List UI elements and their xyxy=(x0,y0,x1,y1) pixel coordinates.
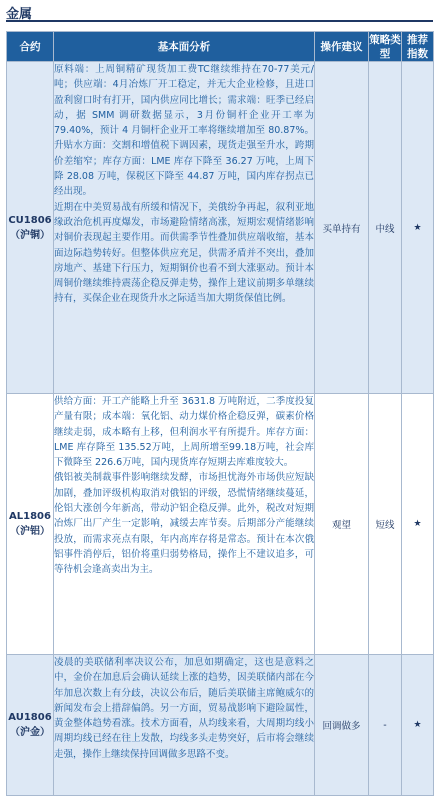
recommend-star-icon: ★ xyxy=(402,62,434,394)
recommend-star-icon: ★ xyxy=(402,394,434,655)
advice-cell: 回调做多 xyxy=(315,655,369,796)
header-strategy-type: 策略类型 xyxy=(369,33,401,60)
analysis-cell xyxy=(54,62,315,394)
contract-name: （沪金） xyxy=(10,727,50,738)
contract-cell xyxy=(7,655,54,796)
contract-code: CU1806 xyxy=(8,214,52,226)
advice-cell: 观望 xyxy=(315,394,369,655)
advice-cell: 买单持有 xyxy=(315,62,369,394)
contract-name: （沪铝） xyxy=(10,526,50,537)
recommend-star-icon: ★ xyxy=(402,655,434,796)
analysis-paragraph: 原料端：上周铜精矿现货加工费TC继续维持在70-77美元/吨；供应端：4月冶炼厂开工稳定，并无大企业检修，且进口盈利窗口时有打开，国内供应同比增长；需求端：旺季已经启动，据 SMM 调研数据显示，3月份铜杆企业开工率为 79.40%，预计 4 月铜杆企业开工率将继续增加至 80.87%。升贴水方面：交割和增值税下调因素，现货走强至升水，跨期价差缩窄；库存方面：LME 库存下降至 36.27 万吨，上周下降 28.08 万吨，保税区下降至 44.87 万吨，国内库存拐点已经出现。 xyxy=(54,64,314,198)
metals-analysis-table xyxy=(6,31,434,796)
header-contract: 合约 xyxy=(7,32,54,62)
analysis-paragraph: 近期在中美贸易战有所缓和情况下，美俄纷争再起，叙利亚地缘政治危机再度爆发，市场避险情绪高涨，短期宏观情绪影响对铜价表现起主要作用。而供需季节性叠加供应端收缩，基本面边际趋势转好。但整体供应充足，供需矛盾并不突出，叠加房地产、基建下行压力，短期铜价也看不到大涨驱动。预计本周铜价继续维持震荡企稳反弹走势，操作上建议前期多单继续持有，买保企业在现货升水之际适当加大期货保值比例。 xyxy=(54,201,314,305)
header-recommend-index: 推荐指数 xyxy=(402,32,434,62)
analysis-cell xyxy=(54,394,315,655)
header-analysis: 基本面分析 xyxy=(54,32,315,62)
analysis-paragraph: 俄铝被美制裁事件影响继续发酵，市场担忧海外市场供应短缺加剧，叠加评级机构取消对俄铝的评级，恐慌情绪继续蔓延，伦铝大涨创今年新高，带动沪铝企稳反弹。此外，税改对短期冶炼厂出厂产生一定影响，减缓去库节奏。后期部分产能继续投放，而需求亮点有限，年内高库存将是常态。预计在本次俄铝事件消停后，铝价将重归弱势格局，操作上不建议追多，可等待机会逢高卖出为主。 xyxy=(54,472,314,576)
title-divider xyxy=(6,20,433,22)
header-advice: 操作建议 xyxy=(315,32,369,62)
analysis-paragraph: 凌晨的美联储利率决议公布，加息如期确定，这也是意料之中，金价在加息后会确认延续上涨的趋势，因美联储内部在今年加息次数上有分歧，决议公布后，随后美联储主席鲍威尔的新闻发布会上措辞偏鸽。另一方面，贸易战影响下避险属性，黄金整体趋势看涨。技术方面看，从均线来看，大周期均线小周期均线已经在往上发散，均线多头走势突好，后市将会继续走强，操作上继续保持回调做多思路不变。 xyxy=(54,657,314,760)
table-row-cu1806 xyxy=(7,62,434,394)
strategy-type-cell: 中线 xyxy=(369,62,402,394)
contract-code: AU1806 xyxy=(8,712,52,723)
table-header-row xyxy=(7,32,434,62)
table-row-au1806 xyxy=(7,655,434,796)
analysis-paragraph: 供给方面：开工产能略上升至 3631.8 万吨附近，二季度投复产量有限；成本端：氧化铝、动力煤价格企稳反弹，碳素价格继续走弱，成本略有上移，但利润水平有所提升。库存方面：LME 库存降至 135.52万吨，上周所增至99.18万吨，社会库下微降至 226.6万吨，国内现货库存短期去库难度较大。 xyxy=(54,396,314,469)
table-row-al1806 xyxy=(7,394,434,655)
contract-name: （沪铜） xyxy=(10,229,50,241)
strategy-type-cell: - xyxy=(369,655,402,796)
analysis-cell xyxy=(54,655,315,796)
section-title: 金属 xyxy=(6,7,33,22)
strategy-type-cell: 短线 xyxy=(369,394,402,655)
contract-cell xyxy=(7,62,54,394)
contract-code: AL1806 xyxy=(9,511,51,522)
contract-cell xyxy=(7,394,54,655)
